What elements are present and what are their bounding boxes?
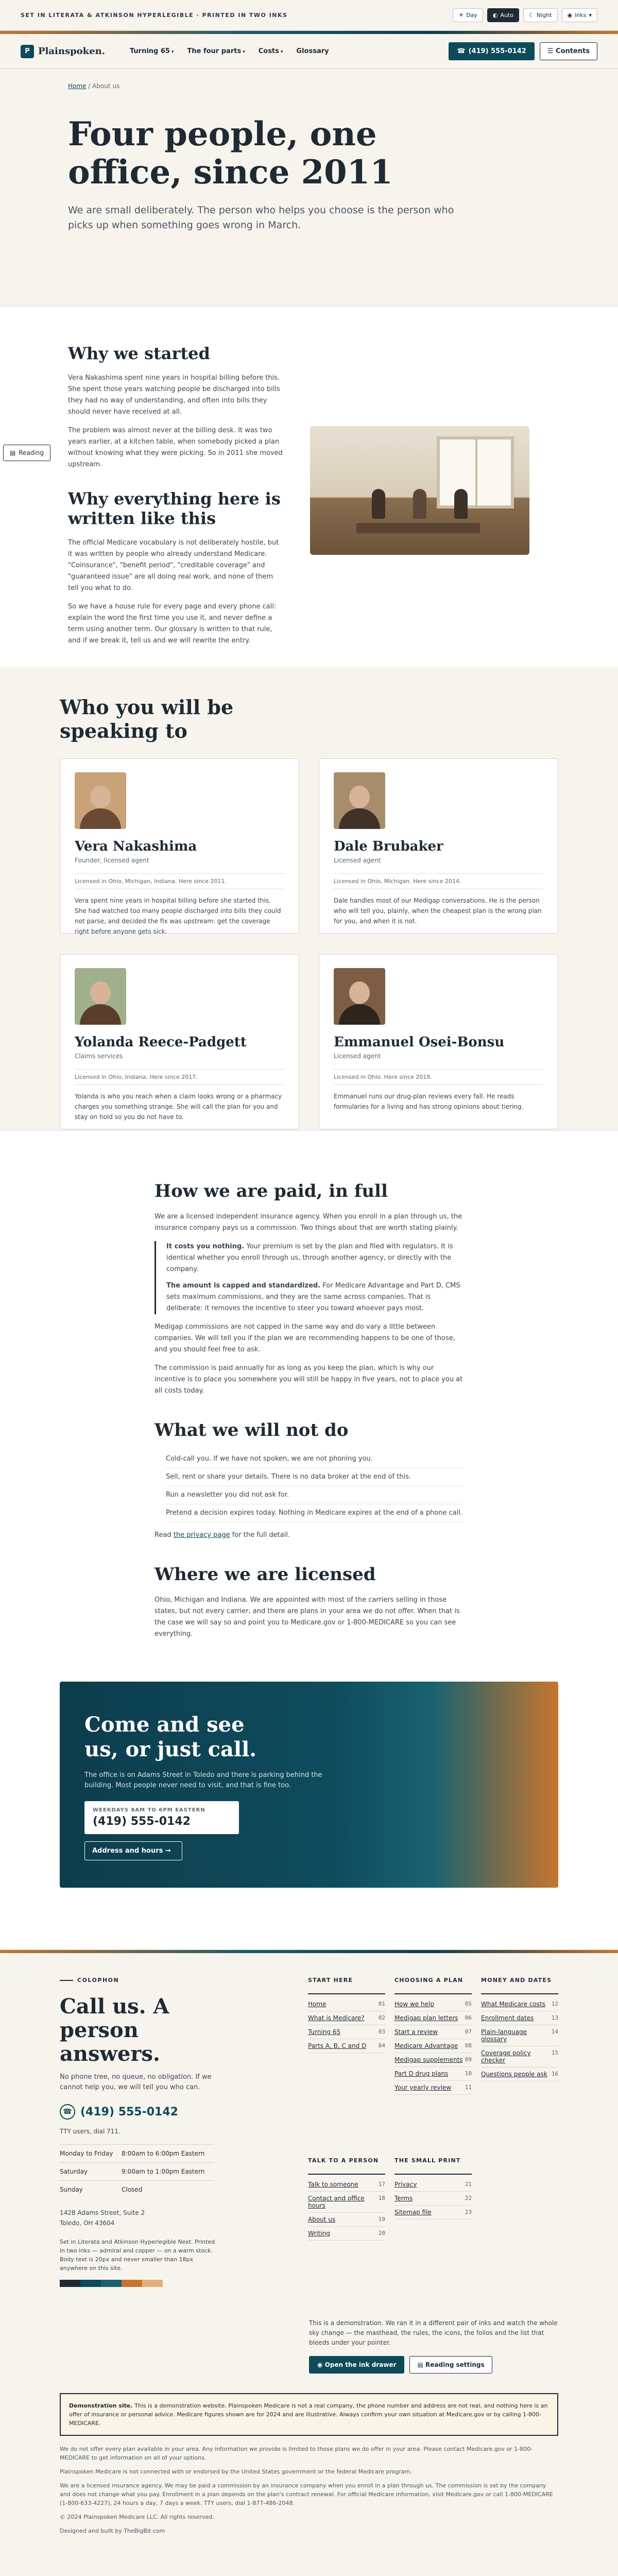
- footer-link-row: [394, 2011, 472, 2025]
- footer-link-row: [308, 2227, 385, 2241]
- palette-icon: ◉: [317, 2361, 323, 2368]
- cta-phone-box[interactable]: [84, 1801, 239, 1834]
- legal-paragraph: We do not offer every plan available in your area. Any information we provide is limited to those plans we do offer in your area. Please contact Medicare.gov or 1-800-MEDICARE to get information on all of your options.: [60, 2446, 533, 2461]
- cta-title: Come and see us, or just call.: [84, 1713, 257, 1761]
- footer-link-row: [481, 2011, 558, 2025]
- button-label: Open the ink drawer: [324, 2361, 397, 2368]
- avatar-body: [339, 1004, 380, 1025]
- nav-turning-65[interactable]: [130, 47, 174, 55]
- member-bio: Vera spent nine years in hospital billing before she started this. She had watched too many people discharged into bills they could not parse, and decided the fix was upstream: get the coverage right before anyone gets sick.: [75, 897, 281, 935]
- window-shape: [437, 436, 514, 509]
- footer-link-number: 17: [378, 2180, 385, 2188]
- footer-link[interactable]: Enrollment dates: [481, 2014, 534, 2022]
- avatar-body: [80, 808, 121, 829]
- list-item: Cold-call you. If we have not spoken, we are not phoning you.: [166, 1450, 464, 1468]
- legal-paragraph: We are a licensed insurance agency. We may be paid a commission by an insurance company when you enroll in a plan through us. The commission is set by the company and does not change what you pay. Enrollment in a plan depends on the plan's contract renewal. For official Medicare information, visit Medicare.gov or call 1-800-MEDICARE (1-800-633-4227), 24 hours a day, 7 days a week. TTY users, dial 1-877-486-2048.: [60, 2482, 553, 2506]
- hours-day: Monday to Friday: [60, 2150, 113, 2157]
- arrow-right-icon: →: [165, 1847, 171, 1855]
- disclaimer-strong: Demonstration site.: [69, 2402, 133, 2409]
- page-subtitle: We are small deliberately. The person who helps you choose is the person who picks up when something goes wrong in March.: [68, 205, 454, 231]
- hero: [0, 90, 618, 306]
- footer-link-number: 20: [378, 2229, 385, 2236]
- breadcrumb-current: About us: [92, 82, 120, 90]
- chevron-down-icon: ▾: [280, 49, 283, 55]
- demo-note: [309, 2318, 558, 2374]
- reading-label: Reading: [19, 449, 44, 456]
- nav-four-parts[interactable]: [187, 47, 245, 55]
- point-text: Your premium is set by the plan and filed with regulators. It is identical whether you enroll through us, through another agency, or directly with the company.: [166, 1243, 453, 1273]
- footer-link[interactable]: What is Medicare?: [308, 2014, 365, 2022]
- footer-link-number: 11: [465, 2084, 472, 2091]
- toggle-label: Auto: [500, 12, 514, 19]
- footer-link-number: 22: [465, 2194, 472, 2201]
- hours-time: Closed: [122, 2186, 143, 2193]
- tty-note: TTY users, dial 711.: [60, 2128, 121, 2135]
- list-item: Run a newsletter you did not ask for.: [166, 1486, 464, 1504]
- paid-intro: We are a licensed independent insurance agency. When you enroll in a plan through us, the insurance company pays us a commission. Two things about that are worth stating plainly.: [154, 1213, 462, 1232]
- footer-link-number: 13: [551, 2014, 558, 2021]
- footer-link-row: [481, 1997, 558, 2011]
- point-strong: The amount is capped and standardized.: [166, 1282, 321, 1290]
- footer-link[interactable]: Medicare Advantage: [394, 2042, 458, 2049]
- footer-link[interactable]: Medigap plan letters: [394, 2014, 458, 2022]
- address-line: 1428 Adams Street, Suite 2: [60, 2209, 145, 2216]
- phone-icon: ☎: [457, 47, 466, 55]
- person-shape: [454, 489, 468, 519]
- footer-link-number: 23: [465, 2208, 472, 2215]
- site-header: [0, 34, 618, 69]
- toggle-label: Night: [536, 12, 552, 19]
- main-nav: [130, 47, 329, 55]
- theme-toggles: [453, 8, 597, 22]
- footer-link[interactable]: Terms: [394, 2194, 413, 2202]
- writing-paragraph: So we have a house rule for every page and every phone call: explain the word the first time you use it, and never define a term using another term. Our glossary is written to that rule, and if we break it, tell us and we will rewrite the entry.: [68, 603, 277, 645]
- writing-paragraph: The official Medicare vocabulary is not deliberately hostile, but it was written by people who already understand Medicare. "Coinsurance", "benefit period", "creditable coverage" and "guaranteed issue" are all doing real work, and none of them tell you what to do.: [68, 539, 279, 592]
- disclaimer-text: This is a demonstration website. Plainspoken Medicare is not a real company, the phone number and address are not real, and nothing here is an offer of insurance or personal advice. Medicare figures shown are for 2024 and are illustrative. Always confirm your own situation at Medicare.gov or by calling 1-800-MEDICARE.: [69, 2402, 548, 2427]
- privacy-pre: Read: [154, 1531, 171, 1539]
- breadcrumb-home[interactable]: Home: [68, 82, 87, 90]
- hours-row: [60, 2162, 214, 2180]
- colophon-label: COLOPHON: [60, 1977, 304, 1984]
- person-shape: [413, 489, 426, 519]
- hours-day: Saturday: [60, 2168, 88, 2175]
- address-line: Toledo, OH 43604: [60, 2219, 115, 2227]
- team-section: [0, 667, 618, 1130]
- paid-points: [154, 1241, 464, 1314]
- footer-link-number: 07: [465, 2028, 472, 2035]
- toggle-day[interactable]: [453, 8, 483, 22]
- footer-link-number: 10: [465, 2070, 472, 2077]
- footer-link-number: 19: [378, 2215, 385, 2223]
- member-bio: Emmanuel runs our drug-plan reviews every fall. He reads formularies for a living and has strong opinions about tiering.: [334, 1093, 524, 1110]
- chevron-down-icon: ▾: [589, 12, 592, 19]
- paid-paragraph: Medigap commissions are not capped in the same way and do vary a little between companies. We will tell you if the plan we are recommending happens to be one of those, and you should feel free to ask.: [154, 1323, 455, 1353]
- breadcrumb-separator: /: [88, 82, 91, 90]
- footer-column-title: CHOOSING A PLAN: [394, 1977, 472, 1994]
- footer-title: Call us. A person answers.: [60, 1994, 169, 2066]
- team-cards: [60, 758, 558, 1129]
- cta-panel: [60, 1682, 558, 1888]
- footer-link-row: [308, 2039, 385, 2053]
- team-title: Who you will be speaking to: [60, 696, 234, 742]
- logo-text: Plainspoken.: [38, 46, 105, 57]
- hours-time: 9:00am to 1:00pm Eastern: [122, 2168, 205, 2175]
- tagline: SET IN LITERATA & ATKINSON HYPERLEGIBLE · PRINTED IN TWO INKS: [21, 12, 288, 19]
- footer-link-row: [481, 2046, 558, 2067]
- footer-link-number: 18: [378, 2194, 385, 2201]
- credit: Designed and built by TheBigBit.com: [60, 2528, 165, 2534]
- footer-link[interactable]: Part D drug plans: [394, 2070, 449, 2077]
- licensed-text: Ohio, Michigan and Indiana. We are appointed with most of the carriers selling in those states, but not every carrier, and there are plans in your area we do not offer. When that is the case we will say so and point you to Medicare.gov or 1-800-MEDICARE so you can see everything.: [154, 1596, 460, 1638]
- reading-button[interactable]: [3, 445, 50, 461]
- phone-number: (419) 555-0142: [468, 47, 526, 55]
- footer-link-row: [394, 1997, 472, 2011]
- team-card: [319, 954, 558, 1129]
- footer-link-number: 08: [465, 2042, 472, 2049]
- copyright: © 2024 Plainspoken Medicare LLC. All rights reserved.: [60, 2514, 214, 2520]
- footer-link-row: [394, 2206, 472, 2219]
- footer-link[interactable]: Questions people ask: [481, 2071, 547, 2078]
- hours-time: 8:00am to 6:00pm Eastern: [122, 2150, 205, 2157]
- type-note: Set in Literata and Atkinson Hyperlegible Next. Printed in two inks — admiral and copper — on a warm stock. Body text is 20px and never smaller than 18px anywhere on this site.: [60, 2239, 215, 2272]
- footer-link[interactable]: Sitemap file: [394, 2208, 432, 2216]
- demo-text: This is a demonstration. We ran it in a different pair of inks and watch the whole sky change — the masthead, the rules, the icons, the folios and the list that bleeds under your pointer.: [309, 2319, 558, 2346]
- footer-column: [308, 1977, 385, 2142]
- why-section: [0, 306, 618, 667]
- ink-drawer-button[interactable]: [309, 2356, 404, 2374]
- button-label: Reading settings: [425, 2361, 485, 2368]
- privacy-line: [154, 1530, 464, 1541]
- avatar-head: [349, 981, 370, 1004]
- contents-button[interactable]: [540, 42, 597, 60]
- nav-label: Glossary: [296, 47, 329, 55]
- sun-icon: ☀: [458, 12, 464, 19]
- palette-icon: ◉: [567, 12, 573, 19]
- member-license: Licensed in Ohio, Michigan, Indiana. Here since 2011.: [75, 873, 284, 889]
- breadcrumb: [0, 69, 618, 90]
- footer-link-number: 21: [465, 2180, 472, 2188]
- footer-link-row: [394, 2192, 472, 2206]
- why-paragraph: The problem was almost never at the billing desk. It was two years earlier, at a kitchen table, when somebody picked a plan without knowing what they were picking. So in 2011 she moved upstream.: [68, 427, 283, 468]
- hours-row: [60, 2144, 214, 2162]
- footer-link[interactable]: Plain-language glossary: [481, 2028, 527, 2043]
- paid-point: [166, 1241, 464, 1275]
- footer-link-row: [308, 2178, 385, 2192]
- point-text: For Medicare Advantage and Part D, CMS sets maximum commissions, and they are the same across companies. That is deliberate: it removes the incentive to steer you toward whoever pays most.: [166, 1282, 460, 1312]
- footer-link-row: [308, 2011, 385, 2025]
- team-card: [60, 954, 299, 1129]
- footer-link-number: 09: [465, 2056, 472, 2063]
- nav-costs[interactable]: [259, 47, 283, 55]
- hours-day: Sunday: [60, 2186, 83, 2193]
- toggle-inks[interactable]: [562, 8, 597, 22]
- avatar-head: [90, 786, 111, 808]
- team-card: [60, 758, 299, 934]
- footer-link[interactable]: Turning 65: [308, 2028, 341, 2036]
- footer-link[interactable]: Privacy: [394, 2180, 417, 2188]
- phone-icon: ☎: [60, 2104, 75, 2120]
- member-name: Dale Brubaker: [334, 839, 443, 854]
- cta-section: [0, 1682, 618, 1950]
- footer-link-number: 15: [551, 2049, 558, 2056]
- footer-column: [394, 1977, 472, 2142]
- address-label: Address and hours: [92, 1847, 163, 1855]
- footer-column-title: MONEY AND DATES: [481, 1977, 558, 1994]
- team-card: [319, 758, 558, 934]
- logo-mark-icon: P: [21, 45, 34, 58]
- site-footer: [0, 1950, 618, 2576]
- footer-nav: [308, 1977, 558, 2287]
- avatar-body: [80, 1004, 121, 1025]
- toggle-label: Day: [466, 12, 477, 19]
- office-photo: [310, 426, 529, 555]
- nav-label: Turning 65: [129, 47, 170, 55]
- footer-column-title: START HERE: [308, 1977, 385, 1994]
- footer-link[interactable]: Talk to someone: [308, 2180, 358, 2188]
- toggle-night[interactable]: [523, 8, 557, 22]
- member-name: Yolanda Reece-Padgett: [75, 1035, 247, 1050]
- cta-hours-label: WEEKDAYS 8AM TO 6PM EASTERN: [93, 1807, 205, 1813]
- avatar-head: [90, 981, 111, 1004]
- settings-icon: ▤: [417, 2361, 423, 2368]
- member-role: Licensed agent: [334, 857, 381, 864]
- moon-icon: ☾: [529, 12, 534, 19]
- toggle-auto[interactable]: [487, 8, 519, 22]
- footer-column: [308, 2157, 385, 2287]
- top-strip: [0, 0, 618, 31]
- member-license: Licensed in Ohio, Indiana. Here since 2017.: [75, 1069, 284, 1085]
- paid-section: [0, 1130, 618, 1682]
- member-name: Vera Nakashima: [75, 839, 197, 854]
- footer-link-row: [481, 2067, 558, 2081]
- logo[interactable]: [21, 45, 105, 58]
- hours-table: [60, 2144, 214, 2198]
- avatar: [334, 772, 385, 829]
- footer-phone[interactable]: [60, 2104, 304, 2120]
- footer-link-number: 14: [551, 2028, 558, 2035]
- paid-title: How we are paid, in full: [154, 1181, 388, 1201]
- footer-link[interactable]: Medigap supplements: [394, 2056, 463, 2063]
- avatar-body: [339, 808, 380, 829]
- footer-link[interactable]: Start a review: [394, 2028, 438, 2036]
- footer-address: [60, 2208, 304, 2228]
- book-icon: ▤: [10, 449, 16, 456]
- footer-link-row: [308, 2025, 385, 2039]
- footer-link-row: [394, 2039, 472, 2053]
- privacy-link[interactable]: the privacy page: [173, 1531, 230, 1539]
- nav-glossary[interactable]: [296, 47, 329, 55]
- not-do-list: [166, 1450, 464, 1522]
- footer-link[interactable]: Coverage policy checker: [481, 2049, 531, 2064]
- avatar: [75, 772, 126, 829]
- menu-icon: ☰: [547, 47, 554, 55]
- list-item: Pretend a decision expires today. Nothing in Medicare expires at the end of a phone call.: [166, 1504, 464, 1522]
- footer-link-number: 03: [378, 2028, 385, 2035]
- footer-link-row: [394, 2081, 472, 2095]
- contents-label: Contents: [556, 47, 590, 55]
- nav-label: The four parts: [187, 47, 242, 55]
- member-bio: Dale handles most of our Medigap conversations. He is the person who will tell you, plainly, when the cheapest plan is the wrong plan for you, and when it is not.: [334, 897, 542, 925]
- footer-link[interactable]: Writing: [308, 2229, 330, 2237]
- list-item: Sell, rent or share your details. There is no data broker at the end of this.: [166, 1468, 464, 1486]
- footer-link[interactable]: Your yearly review: [394, 2084, 452, 2091]
- paid-paragraph: The commission is paid annually for as long as you keep the plan, which is why our incentive is to place you somewhere you will still be happy in five years, not to place you at all costs today.: [154, 1364, 463, 1395]
- footer-link[interactable]: About us: [308, 2215, 336, 2223]
- footer-link-row: [308, 2192, 385, 2213]
- why-paragraph: Vera Nakashima spent nine years in hospital billing before this. She spent those years watching people be discharged into bills they had no way of understanding, and often into bills they should never have received at all.: [68, 374, 280, 416]
- demo-disclaimer: [60, 2393, 558, 2436]
- footer-column-title: THE SMALL PRINT: [394, 2157, 472, 2175]
- footer-link[interactable]: Contact and office hours: [308, 2194, 365, 2209]
- footer-link-row: [308, 1997, 385, 2011]
- footer-link-number: 05: [465, 2001, 472, 2007]
- chevron-down-icon: ▾: [171, 49, 174, 55]
- member-bio: Yolanda is who you reach when a claim looks wrong or a pharmacy charges you something strange. She will call the plan for you and stay on hold so you do not have to.: [75, 1093, 282, 1121]
- footer-link-row: [394, 2067, 472, 2081]
- footer-link[interactable]: What Medicare costs: [481, 2001, 545, 2008]
- footer-column-title: TALK TO A PERSON: [308, 2157, 385, 2175]
- footer-link-number: 04: [378, 2042, 385, 2049]
- legal-paragraph: Plainspoken Medicare is not connected with or endorsed by the United States government or the federal Medicare program.: [60, 2468, 412, 2475]
- member-name: Emmanuel Osei-Bonsu: [334, 1035, 505, 1050]
- avatar-head: [349, 786, 370, 808]
- footer-link-row: [394, 2053, 472, 2067]
- chevron-down-icon: ▾: [243, 49, 245, 55]
- footer-link-row: [481, 2025, 558, 2046]
- member-license: Licensed in Ohio. Here since 2019.: [334, 1069, 543, 1085]
- avatar: [75, 968, 126, 1025]
- privacy-post: for the full detail.: [232, 1531, 290, 1539]
- nav-label: Costs: [258, 47, 279, 55]
- table-shape: [356, 523, 480, 533]
- footer-link[interactable]: Parts A, B, C and D: [308, 2042, 367, 2049]
- why-title: Why we started: [68, 344, 210, 363]
- member-role: Claims services: [75, 1053, 123, 1060]
- paid-point: [166, 1280, 464, 1314]
- hours-row: [60, 2180, 214, 2198]
- footer-link-number: 06: [465, 2014, 472, 2021]
- cta-phone: (419) 555-0142: [93, 1815, 191, 1828]
- header-actions: [449, 42, 597, 60]
- legal-text: [60, 2445, 558, 2540]
- person-shape: [372, 489, 385, 519]
- member-role: Founder, licensed agent: [75, 857, 149, 864]
- footer-link-number: 16: [551, 2071, 558, 2077]
- reading-settings-button[interactable]: [409, 2356, 492, 2374]
- footer-column: [394, 2157, 472, 2287]
- not-do-title: What we will not do: [154, 1420, 349, 1440]
- footer-link-number: 02: [378, 2014, 385, 2021]
- member-role: Licensed agent: [334, 1053, 381, 1060]
- writing-title: Why everything here is written like this: [68, 489, 281, 528]
- address-hours-button[interactable]: [84, 1841, 182, 1860]
- footer-link-row: [394, 2178, 472, 2192]
- footer-column: [481, 1977, 558, 2142]
- footer-link[interactable]: Home: [308, 2001, 327, 2008]
- toggle-label: Inks: [575, 12, 587, 19]
- licensed-title: Where we are licensed: [154, 1564, 376, 1585]
- avatar: [334, 968, 385, 1025]
- cta-text: The office is on Adams Street in Toledo and there is parking behind the building. Most people never need to visit, and that is fine too.: [84, 1771, 322, 1789]
- ink-swatch: [60, 2280, 163, 2287]
- footer-link-row: [394, 2025, 472, 2039]
- call-button[interactable]: [449, 42, 534, 60]
- footer-link-row: [308, 2213, 385, 2227]
- footer-link-number: 12: [551, 2001, 558, 2007]
- footer-link-number: 01: [378, 2001, 385, 2007]
- phone-number: (419) 555-0142: [80, 2105, 178, 2119]
- page-title: Four people, one office, since 2011: [68, 115, 393, 192]
- footer-link[interactable]: How we help: [394, 2001, 434, 2008]
- auto-icon: ◐: [492, 12, 498, 19]
- footer-sub: No phone tree, no queue, no obligation. If we cannot help you, we will tell you who can.: [60, 2073, 212, 2091]
- member-license: Licensed in Ohio, Michigan. Here since 2014.: [334, 873, 543, 889]
- point-strong: It costs you nothing.: [166, 1243, 245, 1250]
